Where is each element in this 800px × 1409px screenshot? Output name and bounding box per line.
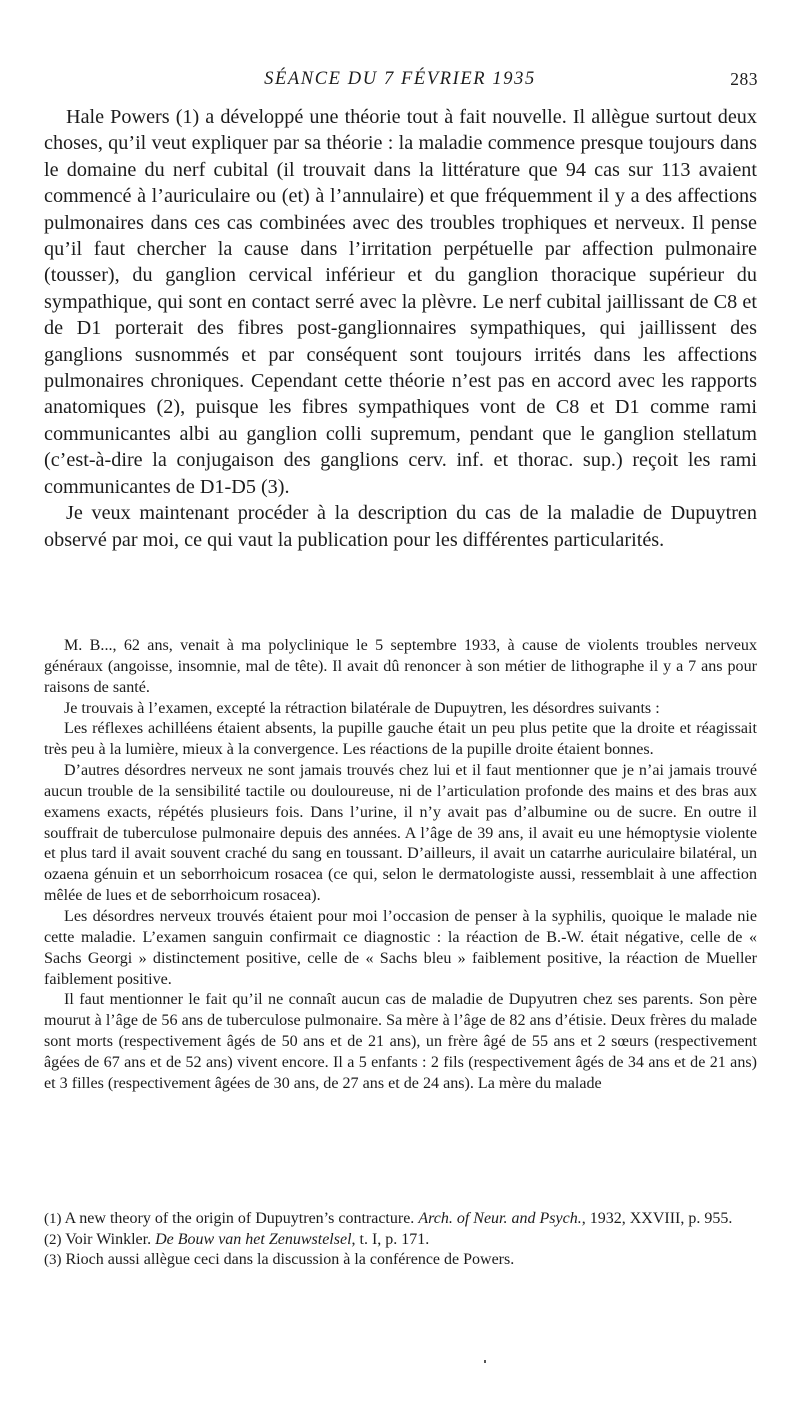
footnote-2 [44, 1230, 757, 1251]
footnote-text: A new theory of the origin of Dupuytren’s contracture. [64, 1210, 419, 1227]
case-paragraph-5: Les désordres nerveux trouvés étaient pour moi l’occasion de penser à la syphilis, quoique le malade nie cette maladie. L’examen sanguin confirmait ce diagnostic : la réaction de B.-W. était négative, celle de « Sachs Georgi » distinctement positive, celle de « Sachs bleu » faiblement positive, la réaction de Mueller faiblement positive. [44, 907, 757, 988]
main-text [44, 104, 757, 553]
case-paragraph-1: M. B..., 62 ans, venait à ma polyclinique le 5 septembre 1933, à cause de violents troubles nerveux généraux (angoisse, insomnie, mal de tête). Il avait dû renoncer à son métier de lithographe il y a 7 ans pour raisons de santé. [44, 637, 757, 696]
footnote-journal: Arch. of Neur. and Psych. [418, 1210, 582, 1227]
body-paragraph-1: Hale Powers (1) a développé une théorie tout à fait nouvelle. Il allègue surtout deux choses, qu’il veut expliquer par sa théorie : la maladie commence presque toujours dans le domaine du nerf cubital (il trouvait dans la littérature que 94 cas sur 113 avaient commencé à l’auriculaire ou (et) à l’annulaire) et que fréquemment il y a des affections pulmonaires dans ces cas combinées avec des troubles trophiques et nerveux. Il pense qu’il faut chercher la cause dans l’irritation perpétuelle par affection pulmonaire (tousser), du ganglion cervical inférieur et du ganglion thoracique supérieur du sympathique, qui sont en contact serré avec la plèvre. Le nerf cubital jaillissant de C8 et de D1 porterait des fibres post-ganglionnaires sympathiques, qui jaillissent des ganglions susnommés et par conséquent sont toujours irrités dans les affections pulmonaires chroniques. Cependant cette théorie n’est pas en accord avec les rapports anatomiques (2), puisque les fibres sympathiques vont de C8 et D1 comme rami communicantes albi au ganglion colli supremum, pendant que le ganglion stellatum (c’est-à-dire la conjugaison des ganglions cerv. inf. et thorac. sup.) reçoit les rami communicantes de D1-D5 (3). [44, 106, 757, 498]
footnote-mark: (2) [44, 1231, 62, 1248]
footnote-journal: De Bouw van het Zenuwstelsel [155, 1230, 352, 1248]
running-title: SÉANCE DU 7 FÉVRIER 1935 [264, 69, 536, 89]
footnote-mark: (3) [44, 1252, 62, 1269]
footnote-1 [44, 1209, 757, 1230]
case-paragraph-3: Les réflexes achilléens étaient absents, la pupille gauche était un peu plus petite que la droite et réagissait très peu à la lumière, mieux à la convergence. Les réactions de la pupille droite étaient bonnes. [44, 720, 757, 759]
case-paragraph-4: D’autres désordres nerveux ne sont jamais trouvés chez lui et il faut mentionner que je n’ai jamais trouvé aucun trouble de la sensibilité tactile ou douloureuse, ni de l’articulation profonde des mains et des bras aux examens exacts, répétés plusieurs fois. Dans l’urine, il n’y avait pas d’albumine ou de sucre. En outre il souffrait de tuberculose pulmonaire depuis des années. A l’âge de 39 ans, il avait eu une hémoptysie violente et plus tard il avait souvent craché du sang en toussant. D’ailleurs, il avait un catarrhe auriculaire bilatéral, un ozaena génuin et un seborrhoicum rosacea (ce qui, selon le dermatologiste aussi, ressemblait à une affection mêlée de lues et de seborrhoicum rosacea). [44, 762, 757, 905]
footnote-text-end: , 1932, XXVIII, p. 955. [581, 1210, 733, 1227]
footnote-text-end: , t. I, p. 171. [351, 1230, 430, 1248]
case-paragraph-6: Il faut mentionner le fait qu’il ne connaît aucun cas de maladie de Dupyutren chez ses parents. Son père mourut à l’âge de 56 ans de tuberculose pulmonaire. Sa mère à l’âge de 82 ans d’étisie. Deux frères du malade sont morts (respectivement âgés de 50 ans et de 21 ans), un frère âgé de 55 ans et 2 sœurs (respectivement âgées de 67 ans et de 52 ans) vivent encore. Il a 5 enfants : 2 fils (respectivement âgés de 34 ans et de 21 ans) et 3 filles (respectivement âgées de 30 ans, de 27 ans et de 24 ans). La mère du malade [44, 991, 757, 1092]
footnote-3 [44, 1250, 757, 1271]
print-speck [484, 1360, 486, 1363]
case-report [44, 636, 757, 1095]
running-header [40, 64, 760, 94]
footnote-text: Voir Winkler. [65, 1230, 156, 1248]
body-paragraph-2: Je veux maintenant procéder à la description du cas de la maladie de Dupuytren observé par moi, ce qui vaut la publication pour les différentes particularités. [44, 502, 757, 551]
footnote-text: Rioch aussi allègue ceci dans la discussion à la conférence de Powers. [65, 1251, 515, 1269]
footnote-mark: (1) [44, 1211, 62, 1227]
case-paragraph-2: Je trouvais à l’examen, excepté la rétraction bilatérale de Dupuytren, les désordres suivants : [64, 699, 660, 717]
footnotes [44, 1209, 757, 1271]
page-number: 283 [730, 69, 758, 89]
